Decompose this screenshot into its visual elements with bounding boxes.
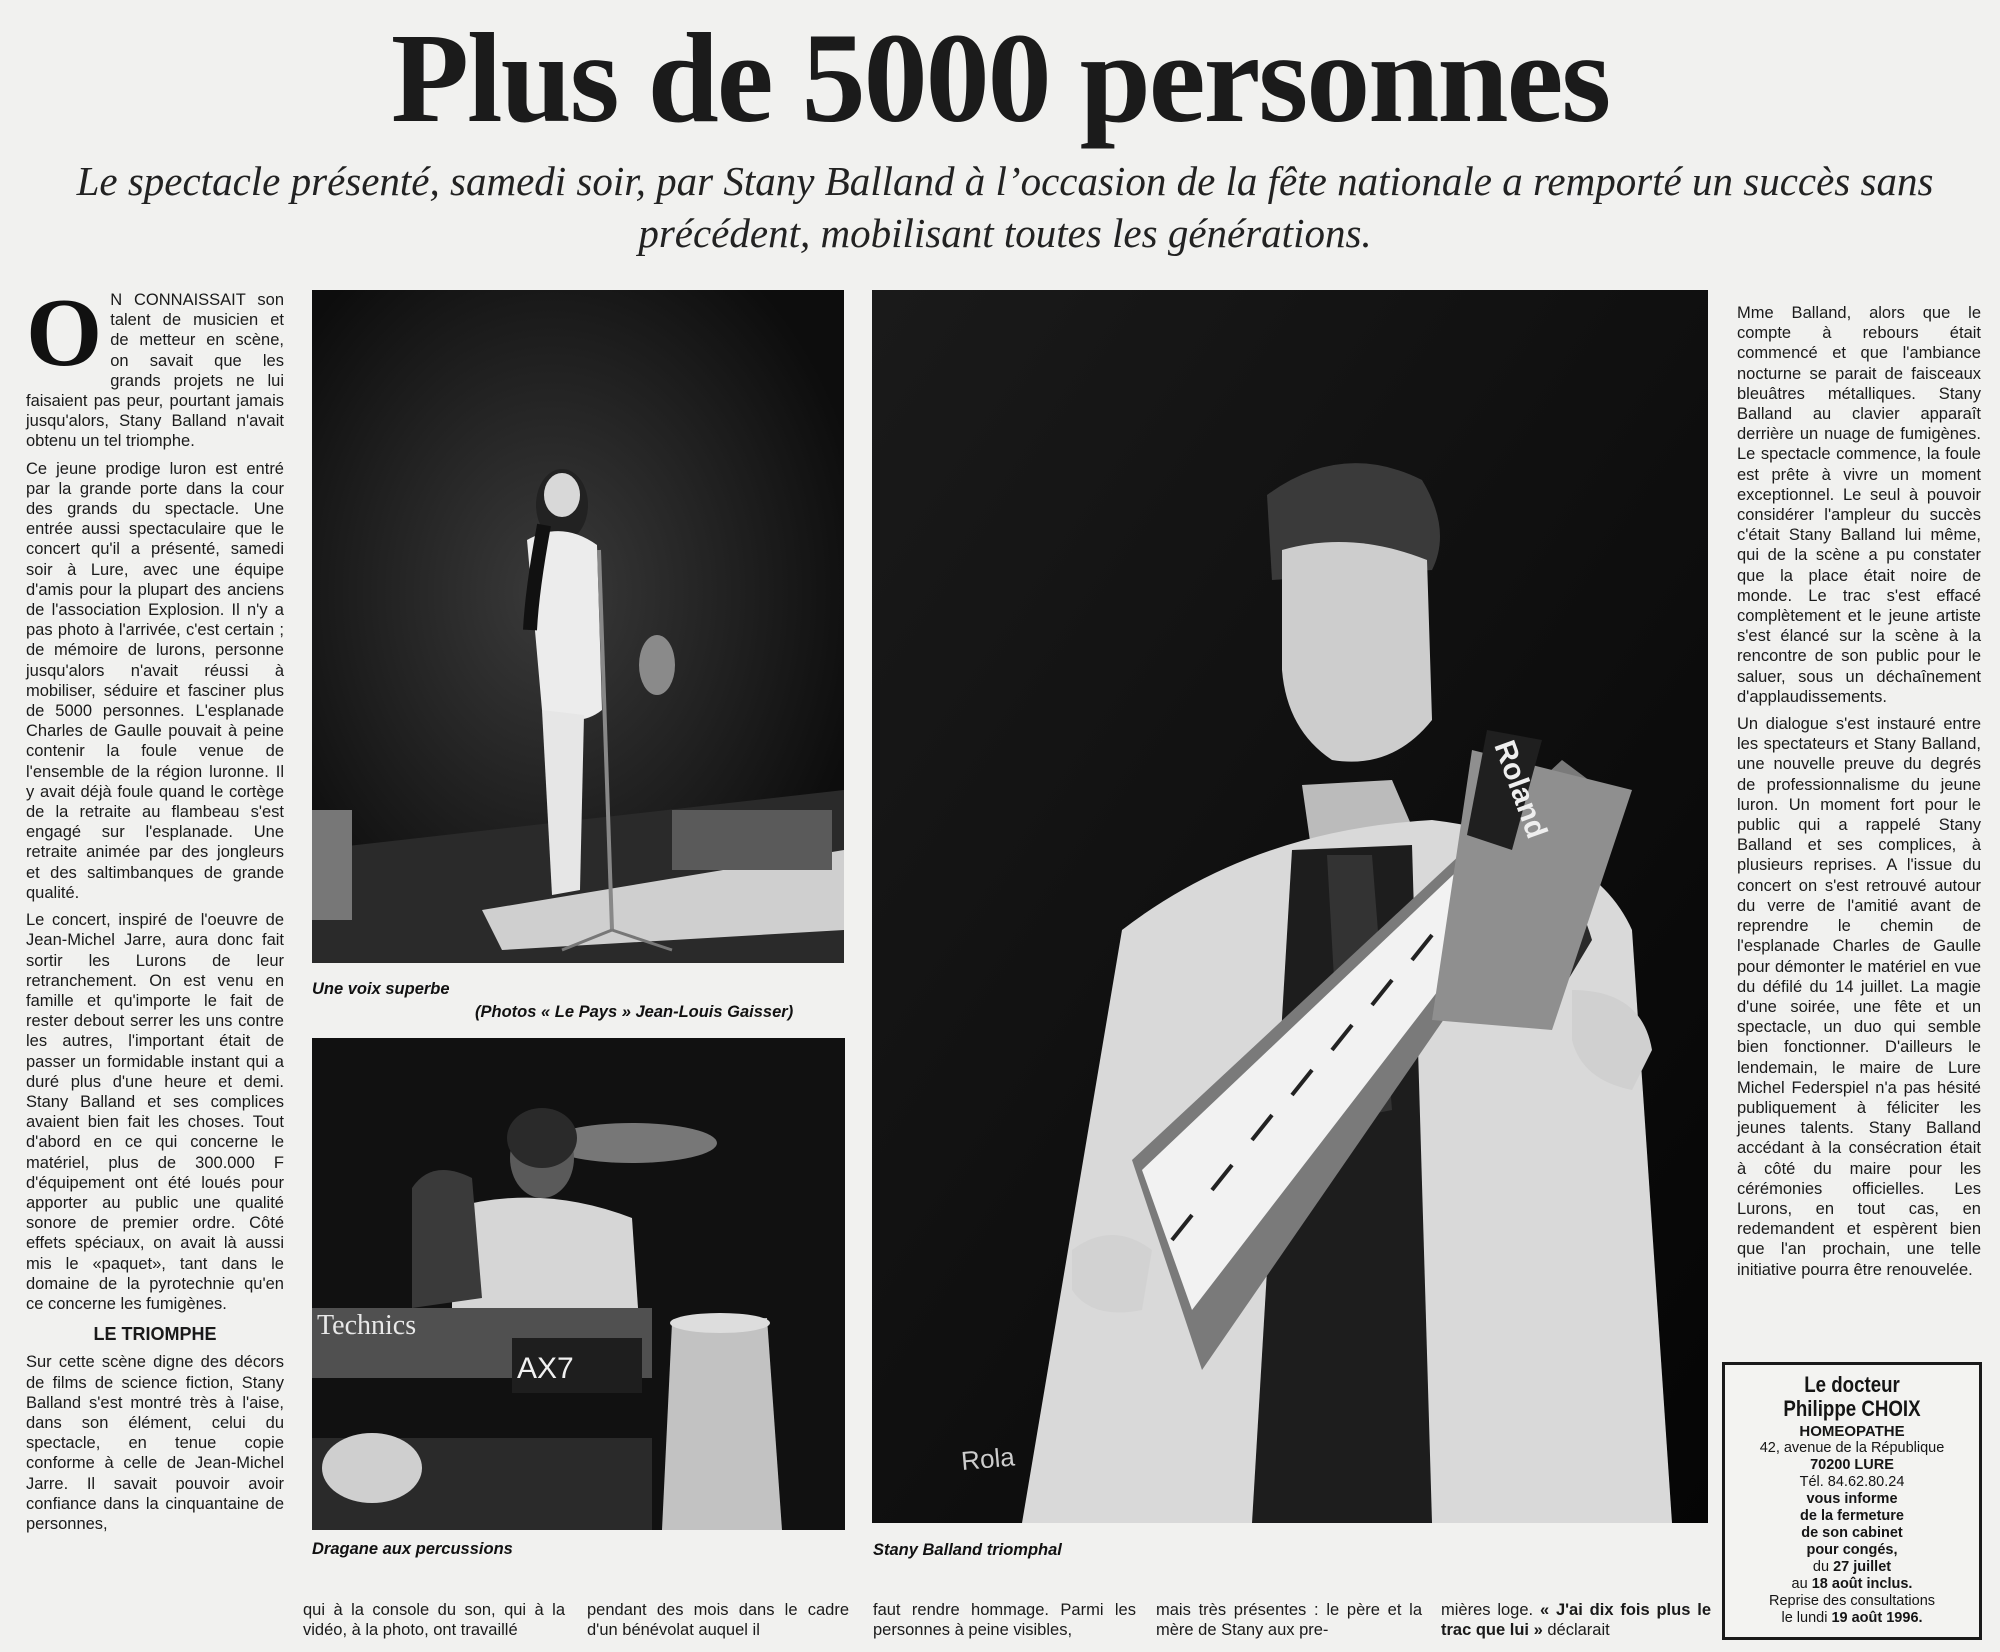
notice-profession: HOMEOPATHE xyxy=(1799,1423,1905,1440)
notice-info-5-pre: du xyxy=(1812,1559,1834,1575)
photo-percussions xyxy=(312,1038,845,1530)
photo-keytar-player xyxy=(872,290,1708,1523)
paragraph-2: Ce jeune prodige luron est entré par la grande porte dans la cour des grands du spectacle. Une entrée aussi spectaculaire que le concert qu'il a présenté, samedi soir à Lure, avec une équipe d'amis pour la plupart des anciens de l'association Explosion. Il n'y a pas photo à l'arrivée, c'est certain ; de mémoire de lurons, personne jusqu'alors n'avait réussi à mobiliser, séduire et fasciner plus de 5000 personnes. L'esplanade Charles de Gaulle pouvait à peine contenir la foule venue de l'ensemble de la région luronne. Il y avait déjà foule quand le cortège de la retraite au flambeau s'est engagé sur l'esplanade. Une retraite animée par des jongleurs et des saltimbanques de grande qualité. xyxy=(26,459,284,902)
notice-line-2: Philippe CHOIX xyxy=(1783,1396,1921,1421)
paragraph-6: Un dialogue s'est instauré entre les spectateurs et Stany Balland, une nouvelle preuve du degrés de professionnalisme du jeune luron. Un moment fort pour le public qui a rappelé Stany Balland et ses complices, à plusieurs reprises. A l'issue du concert on s'est retrouvé autour du verre de l'amitié avant de reprendre le chemin de l'esplanade Charles de Gaulle pour démonter le matériel en vue du défilé du 14 juillet. La magie d'une soirée, une fête et un spectacle, un duo qui semble bien fonctionner. D'ailleurs le lendemain, le maire de Lure Michel Federspiel n'a pas hésité publiquement à féliciter les jeunes talents. Stany Balland accédant à la consécration était à côté du maire pour les cérémonies officielles. Les Lurons, en tout cas, en redemandent et espèrent bien que l'an prochain, une telle initiative pourra être renouvelée. xyxy=(1737,715,1981,1279)
bottom-column-6-c: déclarait xyxy=(1542,1621,1610,1640)
photo-singer xyxy=(312,290,844,963)
notice-info-6 xyxy=(1725,1576,1979,1593)
doctor-notice-box xyxy=(1722,1362,1982,1640)
notice-address: 42, avenue de la République xyxy=(1759,1440,1945,1456)
keytar-brand-text-lower: Rola xyxy=(959,1441,1016,1476)
headline: Plus de 5000 personnes xyxy=(390,7,1610,149)
subtitle: Le spectacle présenté, samedi soir, par Stany Balland à l’occasion de la fête nationale a remporté un succès sans précédent, mobilisant toutes les générations. xyxy=(76,158,1934,256)
notice-city: 70200 LURE xyxy=(1810,1457,1894,1473)
notice-info-8-pre: le lundi xyxy=(1781,1610,1832,1626)
caption-photo-3: Stany Balland triomphal xyxy=(873,1541,1062,1559)
bottom-column-6 xyxy=(1441,1600,1711,1640)
notice-line-1: Le docteur xyxy=(1804,1372,1900,1397)
paragraph-3: Le concert, inspiré de l'oeuvre de Jean-Michel Jarre, aura donc fait sortir les Lurons de leur retranchement. On est venu en famille et qu'importe le fait de rester debout serrer les uns contre les autres, l'important était de passer un formidable instant qui a duré plus d'une heure et demi. Stany Balland et ses complices avaient bien fait les choses. Tout d'abord en ce qui concerne le matériel, plus de 300.000 F d'équipement ont été loués pour apporter au public une qualité sonore de premier ordre. Côté effets spéciaux, on avait là aussi mis le «paquet», tant dans le domaine de la pyrotechnie qu'en ce concerne les fumigènes. xyxy=(26,911,284,1313)
paragraph-5: Mme Balland, alors que le compte à rebours était commencé et que l'ambiance nocturne se parait de faisceaux bleuâtres métalliques. Stany Balland au clavier apparaît derrière un nuage de fumigènes. Le spectacle commence, la foule est prête à vivre un moment exceptionnel. Le seul à pouvoir considérer l'ampleur du succès c'était Stany Balland lui même, qui de la scène a pu constater que la place était noire de monde. Le trac s'est effacé complètement et le jeune artiste s'est élancé sur la scène à la rencontre de son public pour le saluer, sous un déchaînement d'applaudissements. xyxy=(1737,304,1981,706)
paragraph-4: Sur cette scène digne des décors de films de science fiction, Stany Balland s'est montré très à l'aise, dans son élément, celui du spectacle, en tenue copie conforme à celle de Jean-Michel Jarre. Il savait pouvoir avoir confiance dans la cinquantaine de personnes, xyxy=(26,1353,284,1533)
notice-info-7: Reprise des consultations xyxy=(1768,1593,1936,1609)
bottom-column-4: faut rendre hommage. Parmi les personnes à peine visibles, xyxy=(873,1601,1136,1640)
paragraph-1-text: N CONNAISSAIT son talent de musicien et de metteur en scène, on savait que les grands projets ne lui faisaient pas peur, pourtant jamais jusqu'alors, Stany Balland n'avait obtenu un tel triomphe. xyxy=(26,291,284,451)
notice-info-5 xyxy=(1725,1559,1979,1576)
bottom-column-5: mais très présentes : le père et la mère de Stany aux pre- xyxy=(1156,1601,1422,1640)
keyboard-model-text: AX7 xyxy=(517,1352,574,1385)
notice-info-6-pre: au xyxy=(1791,1576,1812,1592)
notice-info-2: de la fermeture xyxy=(1800,1508,1904,1524)
article-column-5 xyxy=(1737,303,1981,1287)
photo-credit: (Photos « Le Pays » Jean-Louis Gaisser) xyxy=(475,1003,794,1021)
keyboard-brand-text: Technics xyxy=(317,1310,417,1341)
paragraph-1 xyxy=(26,279,284,452)
notice-heading xyxy=(1744,1373,1960,1421)
drop-cap: O xyxy=(26,279,103,387)
bottom-column-3: pendant des mois dans le cadre d'un bénévolat auquel il xyxy=(587,1601,849,1640)
bottom-column-2: qui à la console du son, qui à la vidéo, à la photo, ont travaillé xyxy=(303,1601,565,1640)
subheading: LE TRIOMPHE xyxy=(93,1324,217,1345)
caption-photo-2: Dragane aux percussions xyxy=(312,1540,513,1558)
notice-info-5-date: 27 juillet xyxy=(1833,1559,1892,1575)
notice-info-8 xyxy=(1725,1610,1979,1627)
quote: « J'ai dix fois plus le trac que lui » xyxy=(1441,1601,1711,1640)
bottom-column-6-a: mières loge. xyxy=(1441,1601,1540,1619)
notice-info-8-date: 19 août 1996. xyxy=(1831,1610,1923,1626)
notice-phone: Tél. 84.62.80.24 xyxy=(1799,1474,1905,1490)
notice-info-4: pour congés, xyxy=(1806,1542,1898,1558)
notice-info-6-date: 18 août inclus. xyxy=(1811,1576,1913,1592)
keytar-brand-text: Roland xyxy=(1487,736,1554,843)
notice-info-1: vous informe xyxy=(1806,1491,1898,1507)
article-column-1 xyxy=(26,279,284,1541)
caption-photo-1: Une voix superbe xyxy=(312,980,450,998)
notice-info-3: de son cabinet xyxy=(1801,1525,1903,1541)
